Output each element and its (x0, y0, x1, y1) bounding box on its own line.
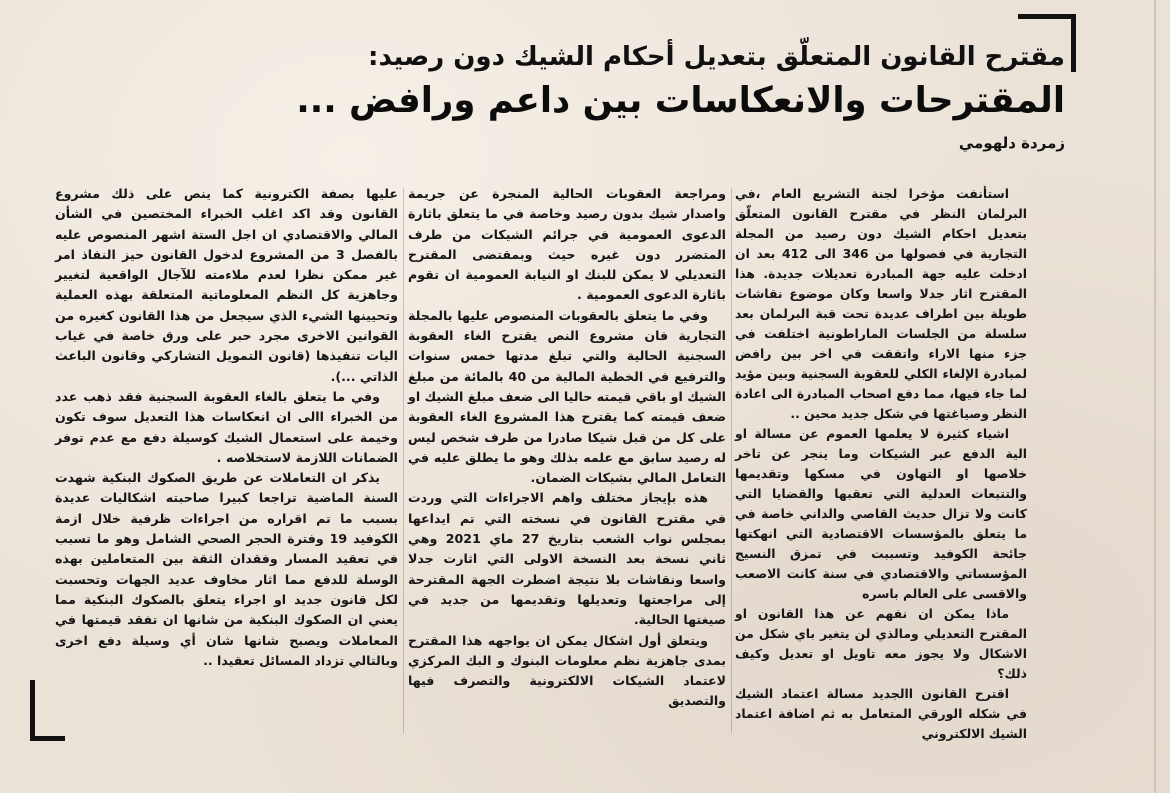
article-header (290, 40, 1065, 154)
paragraph: يذكر ان التعاملات عن طريق الصكوك البنكية شهدت السنة الماضية تراجعا كبيرا صاحبته اشكاليات عديدة بسبب ما تم اقراره من اجراءات ظرفية خلال ازمة الكوفيد 19 وفترة الحجر الصحي الشامل وهو ما تسبب في تعقيد المسار وفقدان الثقة بين المتعاملين بهذه الوسلة للدفع مما اثار مخاوف عديد الجهات وتحسبت لكل قانون جديد او اجراء يتعلق بالصكوك البنكية مما يعني ان الصكوك البنكية من شانها ان تفقد قيمتها في المعاملات ويصبح شانها شان أي وسيلة دفع اخرى وبالتالي تزداد المسائل تعقيدا .. (55, 470, 399, 668)
paragraph: عليها بصفة الكترونية كما ينص على ذلك مشروع القانون وقد اكد اغلب الخبراء المختصين في الشأن المالي والاقتصادي ان اجل الستة اشهر المنصوص عليه بالفصل 3 من المشروع لدخول القانون حيز النفاذ امر غير ممكن نظرا لعدم ملاءمته للآجال الواقعية لتغيير وجاهزية كل النظم المعلوماتية المتعلقة بهذه العملية وتحيينها الشيء الذي سيجعل من هذا القانون كغيره من القوانين الاخرى مجرد حبر على ورق خاصة في غياب اليات تنفيذها (قانون التمويل التشاركي وقانون الباعث الذاتي ...). (55, 186, 398, 384)
paragraph: هذه بإيجاز مختلف واهم الاجراءات التي وردت في مقترح القانون في نسخته التي تم ايداعها بمجلس نواب الشعب بتاريخ 27 ماي 2021 وهي ثاني نسخة بعد النسخة الاولى التي اثارت جدلا واسعا ونقاشات بلا نتيجة اضطرت الجهة المقترحة إلى مراجعتها وتعديلها وتقديمها من جديد في صيغتها الحالية. (408, 490, 727, 628)
page-fold-line (1154, 0, 1156, 793)
paragraph: اشياء كثيرة لا يعلمها العموم عن مسالة او الية الدفع عبر الشيكات وما ينجر عن تاخر خلاصها او التهاون في مسكها وتقديمها والتتبعات العدلية التي تعقبها والقضايا التي كانت ولا تزال حديث القاصي والداني خاصة في ما يتعلق بالمؤسسات الاقتصادية التي انهكتها جائحة الكوفيد وتسببت في تمزق النسيج المؤسساتي والاقتصادي في سنة كانت الاصعب والاقسى على العالم باسره (735, 426, 1027, 601)
column-divider (403, 188, 404, 733)
paragraph: اقترح القانون االجديد مسالة اعتماد الشيك في شكله الورقي المتعامل به ثم اضافة اعتماد الشيك الالكتروني (735, 686, 1027, 741)
column-divider (731, 188, 732, 733)
article-column-middle (408, 184, 726, 712)
paragraph: وفي ما يتعلق بالغاء العقوبة السجنية فقد ذهب عدد من الخبراء االى ان انعكاسات هذا التعديل سوف تكون وخيمة على استعمال الشيك كوسيلة دفع مع عدم توفر الضمانات اللازمة لاستخلاصه . (55, 388, 398, 465)
paragraph: ومراجعة العقوبات الحالية المنجرة عن جريمة واصدار شيك بدون رصيد وخاصة في ما يتعلق باثارة الدعوى العمومية في جرائم الشيكات من طرف المتضرر دون غيره حيث وبمقتضى المقترح التعديلي لا يمكن للبنك او النيابة العمومية ان تقوم باثارة الدعوى العمومية . (408, 186, 726, 303)
article-author: زمردة دلهومي (958, 134, 1065, 152)
article-column-right (735, 184, 1027, 744)
paragraph: وفي ما يتعلق بالعقوبات المنصوص عليها بالمجلة التجارية فان مشروع النص يقترح الغاء العقوبة السجنية الحالية والتي تبلغ مدتها خمس سنوات والترفيع في الخطية المالية من 40 بالمائة من مبلغ الشيك او باقي قيمته حاليا الى ضعف مبلغ الشيك او ضعف قيمته كما يقترح هذا المشروع الغاء العقوبة على كل من قبل شيكا صادرا من طرف شخص ليس له رصيد سابق مع علمه بذلك وهو ما يطلق عليه في التعامل المالي بشيكات الضمان. (408, 307, 726, 486)
paragraph: ماذا يمكن ان نفهم عن هذا القانون او المقترح التعديلي ومالذي لن يتغير باي شكل من الاشكال ولا يجوز معه تاويل او تعديل وكيف ذلك؟ (735, 606, 1027, 681)
article-kicker: مقترح القانون المتعلّق بتعديل أحكام الشيك دون رصيد: (368, 42, 1065, 72)
corner-bracket-bottom-left-vertical (30, 680, 35, 741)
article-title: المقترحات والانعكاسات بين داعم ورافض ... (296, 80, 1065, 121)
corner-bracket-top-right-vertical (1071, 14, 1076, 72)
corner-bracket-top-right (1018, 14, 1076, 19)
corner-bracket-bottom-left (30, 736, 65, 741)
paragraph: ويتعلق أول اشكال يمكن ان يواجهه هذا المقترح بمدى جاهزية نظم معلومات البنوك و البك المركزي لاعتماد الشيكات الالكترونية والتصرف فيها والتصديق (408, 632, 726, 709)
article-column-left (55, 184, 398, 671)
paragraph: استأنفت مؤخرا لجنة التشريع العام ،في البرلمان النظر في مقترح القانون المتعلّق بتعديل احكام الشيك دون رصيد من المجلة التجارية في فصولها من 346 الى 412 بعد ان ادخلت عليه جهة المبادرة تعديلات جديدة. هذا المقترح اثار جدلا واسعا وكان موضوع نقاشات طويلة بين اطراف عديدة تحت قبة البرلمان بعد سلسلة من الجلسات الماراطونية اختلفت في جزء منها الاراء واتفقت في اخر بين رافض لمبادرة الإلغاء الكلي للعقوبة السجنية وبين مؤيد لما جاء فيها، مما دفع اصحاب المبادرة الى اعادة النظر وصياغتها في شكل جديد محين .. (735, 186, 1027, 421)
